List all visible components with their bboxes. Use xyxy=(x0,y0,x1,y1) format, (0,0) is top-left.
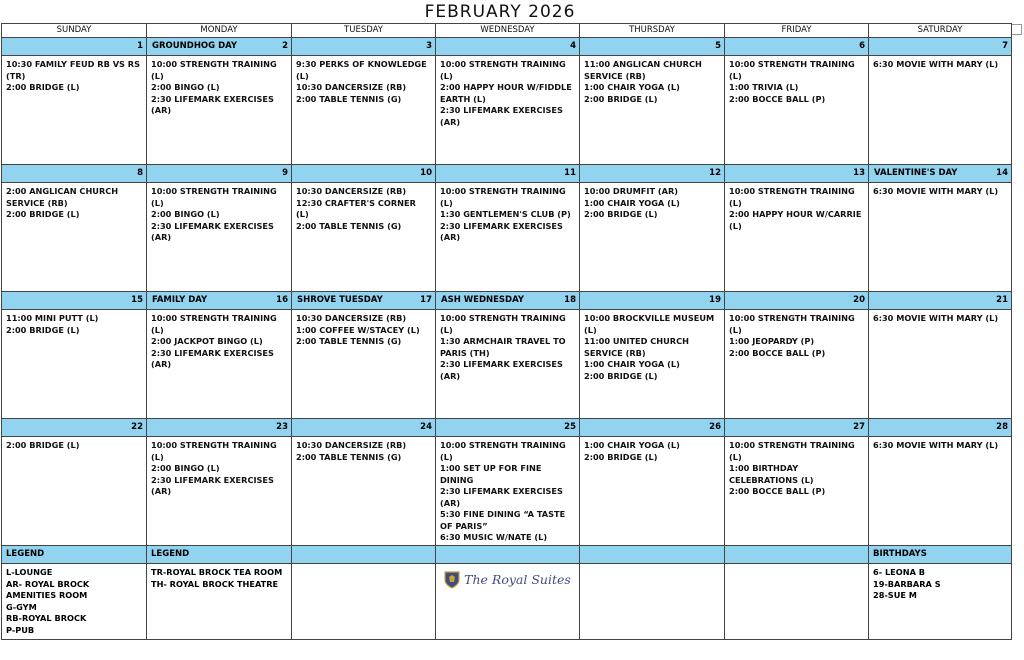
event-item: 2:00 BRIDGE (L) xyxy=(6,440,80,450)
date-cell-18 xyxy=(436,292,580,310)
event-item: 2:00 BOCCE BALL (P) xyxy=(729,93,826,104)
event-item: 2:00 BRIDGE (L) xyxy=(584,209,658,219)
day-number: 12 xyxy=(709,168,721,178)
date-cell-26 xyxy=(580,419,725,437)
date-cell-17 xyxy=(292,292,436,310)
event-item: 6:30 MOVIE WITH MARY (L) xyxy=(873,59,999,69)
day-events-20 xyxy=(725,310,869,419)
day-events-27 xyxy=(725,437,869,546)
day-name-monday: MONDAY xyxy=(147,24,292,38)
day-events-25 xyxy=(436,437,580,546)
event-item: 2:00 BRIDGE (L) xyxy=(6,324,80,335)
day-number: 14 xyxy=(996,168,1008,178)
day-number: 7 xyxy=(1002,41,1008,51)
event-item: 10:00 STRENGTH TRAINING (L) xyxy=(729,59,855,81)
event-item: 2:00 JACKPOT BINGO (L) xyxy=(151,336,263,346)
legend-item: G-GYM xyxy=(6,601,37,612)
legend-item: P-PUB xyxy=(6,624,35,635)
event-item: 10:00 DRUMFIT (AR) xyxy=(584,186,679,196)
event-item: 12:30 CRAFTER'S CORNER (L) xyxy=(296,197,416,219)
event-item: 1:00 COFFEE W/STACEY (L) xyxy=(296,324,420,335)
event-item: 10:00 STRENGTH TRAINING (L) xyxy=(440,186,566,208)
event-item: 6:30 MUSIC W/NATE (L) xyxy=(440,532,548,542)
day-name-header xyxy=(2,24,1012,38)
day-number: 21 xyxy=(996,295,1008,305)
week-events-row xyxy=(2,310,1012,419)
event-item: 1:00 CHAIR YOGA (L) xyxy=(584,359,680,369)
event-item: 2:00 BINGO (L) xyxy=(151,463,220,473)
event-item: 10:00 STRENGTH TRAINING (L) xyxy=(151,59,277,81)
event-item: 1:00 BIRTHDAY CELEBRATIONS (L) xyxy=(729,463,814,485)
day-events-28 xyxy=(869,437,1012,546)
date-cell-28 xyxy=(869,419,1012,437)
day-number: 13 xyxy=(853,168,865,178)
footer-empty-cell xyxy=(292,564,436,640)
day-events-12 xyxy=(580,183,725,292)
week-date-band xyxy=(2,38,1012,56)
week-events-row xyxy=(2,183,1012,292)
birthday-item: 6- LEONA B xyxy=(873,567,925,577)
day-number: 16 xyxy=(276,295,288,305)
legend1-title: LEGEND xyxy=(2,546,147,564)
event-item: 1:30 GENTLEMEN'S CLUB (P) xyxy=(440,209,571,219)
event-item: 10:30 DANCERSIZE (RB) xyxy=(296,186,407,196)
day-number: 10 xyxy=(420,168,432,178)
event-item: 6:30 MOVIE WITH MARY (L) xyxy=(873,440,999,450)
event-item: 2:00 BOCCE BALL (P) xyxy=(729,347,826,358)
event-item: 2:00 BRIDGE (L) xyxy=(6,82,80,92)
day-events-15 xyxy=(2,310,147,419)
date-cell-14 xyxy=(869,165,1012,183)
event-item: 2:00 BRIDGE (L) xyxy=(584,93,658,104)
event-item: 10:00 STRENGTH TRAINING (L) xyxy=(440,440,566,462)
day-number: 23 xyxy=(276,422,288,432)
day-events-11 xyxy=(436,183,580,292)
event-item: 2:00 BINGO (L) xyxy=(151,209,220,219)
event-item: 2:30 LIFEMARK EXERCISES (AR) xyxy=(151,93,274,115)
birthdays-title: BIRTHDAYS xyxy=(869,546,1012,564)
day-events-3 xyxy=(292,56,436,165)
day-events-16 xyxy=(147,310,292,419)
day-events-13 xyxy=(725,183,869,292)
legend2-list xyxy=(147,564,292,640)
date-cell-11 xyxy=(436,165,580,183)
footer-band xyxy=(2,546,1012,564)
day-events-17 xyxy=(292,310,436,419)
day-events-21 xyxy=(869,310,1012,419)
day-number: 4 xyxy=(570,41,576,51)
date-cell-22 xyxy=(2,419,147,437)
week-events-row xyxy=(2,56,1012,165)
date-cell-7 xyxy=(869,38,1012,56)
date-cell-5 xyxy=(580,38,725,56)
date-cell-8 xyxy=(2,165,147,183)
event-item: 10:30 DANCERSIZE (RB) xyxy=(296,313,407,323)
day-number: 8 xyxy=(137,168,143,178)
footer-content xyxy=(2,564,1012,640)
event-item: 6:30 MOVIE WITH MARY (L) xyxy=(873,186,999,196)
event-item: 10:00 STRENGTH TRAINING (L) xyxy=(151,313,277,335)
event-item: 10:00 STRENGTH TRAINING (L) xyxy=(151,440,277,462)
day-number: 17 xyxy=(420,295,432,305)
day-number: 5 xyxy=(715,41,721,51)
day-number: 6 xyxy=(859,41,865,51)
logo-cell xyxy=(436,564,580,640)
day-number: 27 xyxy=(853,422,865,432)
day-events-18 xyxy=(436,310,580,419)
date-cell-3 xyxy=(292,38,436,56)
day-events-1 xyxy=(2,56,147,165)
event-item: 10:00 STRENGTH TRAINING (L) xyxy=(729,313,855,335)
date-cell-19 xyxy=(580,292,725,310)
day-number: 22 xyxy=(131,422,143,432)
legend-item: TH- ROYAL BROCK THEATRE xyxy=(151,578,279,589)
date-cell-13 xyxy=(725,165,869,183)
day-events-7 xyxy=(869,56,1012,165)
day-number: 18 xyxy=(564,295,576,305)
legend2-title: LEGEND xyxy=(147,546,292,564)
holiday-label: GROUNDHOG DAY xyxy=(152,41,238,51)
event-item: 11:00 ANGLICAN CHURCH SERVICE (RB) xyxy=(584,59,702,81)
legend-item: AR- ROYAL BROCK AMENITIES ROOM xyxy=(6,578,90,600)
event-item: 2:00 HAPPY HOUR W/FIDDLE EARTH (L) xyxy=(440,82,572,104)
event-item: 2:00 ANGLICAN CHURCH SERVICE (RB) xyxy=(6,186,119,208)
event-item: 10:00 STRENGTH TRAINING (L) xyxy=(729,186,855,208)
date-cell-27 xyxy=(725,419,869,437)
day-number: 3 xyxy=(426,41,432,51)
date-cell-6 xyxy=(725,38,869,56)
holiday-label: FAMILY DAY xyxy=(152,295,208,305)
event-item: 2:30 LIFEMARK EXERCISES (AR) xyxy=(440,105,563,127)
holiday-label: VALENTINE'S DAY xyxy=(874,168,958,178)
week-date-band xyxy=(2,419,1012,437)
week-date-band xyxy=(2,292,1012,310)
day-events-19 xyxy=(580,310,725,419)
footer-empty-cell xyxy=(580,564,725,640)
event-item: 10:30 DANCERSIZE (RB) xyxy=(296,440,407,450)
day-name-tuesday: TUESDAY xyxy=(292,24,436,38)
event-item: 2:30 LIFEMARK EXERCISES (AR) xyxy=(440,359,563,381)
holiday-label: ASH WEDNESDAY xyxy=(441,295,525,305)
week-date-band xyxy=(2,165,1012,183)
day-number: 9 xyxy=(282,168,288,178)
event-item: 6:30 MOVIE WITH MARY (L) xyxy=(873,313,999,323)
event-item: 10:30 DANCERSIZE (RB) xyxy=(296,82,407,92)
event-item: 2:30 LIFEMARK EXERCISES (AR) xyxy=(440,220,563,242)
event-item: 11:00 MINI PUTT (L) xyxy=(6,313,99,323)
event-item: 2:00 BRIDGE (L) xyxy=(584,370,658,381)
event-item: 2:30 LIFEMARK EXERCISES (AR) xyxy=(151,474,274,496)
footer-band-empty xyxy=(292,546,436,564)
date-cell-2 xyxy=(147,38,292,56)
event-item: 9:30 PERKS OF KNOWLEDGE (L) xyxy=(296,59,427,81)
day-name-friday: FRIDAY xyxy=(725,24,869,38)
event-item: 2:30 LIFEMARK EXERCISES (AR) xyxy=(151,347,274,369)
date-cell-21 xyxy=(869,292,1012,310)
day-number: 25 xyxy=(564,422,576,432)
day-events-8 xyxy=(2,183,147,292)
birthday-item: 28-SUE M xyxy=(873,590,917,600)
date-cell-16 xyxy=(147,292,292,310)
day-number: 19 xyxy=(709,295,721,305)
event-item: 1:00 JEOPARDY (P) xyxy=(729,336,815,346)
day-name-wednesday: WEDNESDAY xyxy=(436,24,580,38)
date-cell-15 xyxy=(2,292,147,310)
week-events-row xyxy=(2,437,1012,546)
birthdays-list xyxy=(869,564,1012,640)
calendar-title: FEBRUARY 2026 xyxy=(424,2,576,22)
event-item: 2:00 TABLE TENNIS (G) xyxy=(296,220,402,231)
footer-band-empty xyxy=(436,546,580,564)
event-item: 2:00 TABLE TENNIS (G) xyxy=(296,451,402,462)
day-number: 15 xyxy=(131,295,143,305)
day-name-saturday: SATURDAY xyxy=(869,24,1012,38)
event-item: 1:00 TRIVIA (L) xyxy=(729,82,799,92)
day-name-sunday: SUNDAY xyxy=(2,24,147,38)
event-item: 2:00 BINGO (L) xyxy=(151,82,220,92)
legend-item: TR-ROYAL BROCK TEA ROOM xyxy=(151,567,283,577)
date-cell-12 xyxy=(580,165,725,183)
day-number: 11 xyxy=(564,168,576,178)
event-item: 10:00 STRENGTH TRAINING (L) xyxy=(151,186,277,208)
event-item: 2:00 BRIDGE (L) xyxy=(6,209,80,219)
event-item: 10:00 STRENGTH TRAINING (L) xyxy=(729,440,855,462)
event-item: 2:00 BOCCE BALL (P) xyxy=(729,486,826,496)
date-cell-10 xyxy=(292,165,436,183)
day-number: 26 xyxy=(709,422,721,432)
event-item: 1:00 CHAIR YOGA (L) xyxy=(584,440,680,450)
holiday-label: SHROVE TUESDAY xyxy=(297,295,383,305)
date-cell-9 xyxy=(147,165,292,183)
day-number: 20 xyxy=(853,295,865,305)
event-item: 10:00 STRENGTH TRAINING (L) xyxy=(440,313,566,335)
day-events-24 xyxy=(292,437,436,546)
event-item: 2:00 BRIDGE (L) xyxy=(584,451,658,462)
event-item: 11:00 UNITED CHURCH SERVICE (RB) xyxy=(584,336,689,358)
day-events-5 xyxy=(580,56,725,165)
day-events-10 xyxy=(292,183,436,292)
day-events-22 xyxy=(2,437,147,546)
date-cell-20 xyxy=(725,292,869,310)
day-events-9 xyxy=(147,183,292,292)
event-item: 2:00 TABLE TENNIS (G) xyxy=(296,93,402,104)
logo-text: The Royal Suites xyxy=(464,572,571,588)
legend-item: RB-ROYAL BROCK xyxy=(6,613,87,623)
event-item: 2:00 TABLE TENNIS (G) xyxy=(296,336,402,346)
birthday-item: 19-BARBARA S xyxy=(873,578,941,589)
day-events-2 xyxy=(147,56,292,165)
event-item: 1:30 ARMCHAIR TRAVEL TO PARIS (TH) xyxy=(440,336,566,358)
day-events-14 xyxy=(869,183,1012,292)
event-item: 2:00 HAPPY HOUR W/CARRIE (L) xyxy=(729,209,862,231)
event-item: 2:30 LIFEMARK EXERCISES (AR) xyxy=(151,220,274,242)
date-cell-1 xyxy=(2,38,147,56)
day-number: 28 xyxy=(996,422,1008,432)
corner-checkbox xyxy=(1011,24,1022,35)
date-cell-4 xyxy=(436,38,580,56)
day-events-6 xyxy=(725,56,869,165)
date-cell-23 xyxy=(147,419,292,437)
day-number: 24 xyxy=(420,422,432,432)
calendar-grid xyxy=(1,23,1012,640)
royal-suites-logo xyxy=(440,567,575,589)
day-events-23 xyxy=(147,437,292,546)
legend-item: L-LOUNGE xyxy=(6,567,53,577)
day-number: 1 xyxy=(137,41,143,51)
event-item: 5:30 FINE DINING “A TASTE OF PARIS” xyxy=(440,509,566,531)
event-item: 1:00 SET UP FOR FINE DINING xyxy=(440,463,542,485)
footer-empty-cell xyxy=(725,564,869,640)
event-item: 10:00 BROCKVILLE MUSEUM (L) xyxy=(584,313,715,335)
event-item: 10:30 FAMILY FEUD RB VS RS (TR) xyxy=(6,59,140,81)
date-cell-24 xyxy=(292,419,436,437)
event-item: 10:00 STRENGTH TRAINING (L) xyxy=(440,59,566,81)
event-item: 1:00 CHAIR YOGA (L) xyxy=(584,197,680,208)
footer-band-empty xyxy=(725,546,869,564)
event-item: 1:00 CHAIR YOGA (L) xyxy=(584,82,680,92)
crest-icon xyxy=(444,571,460,589)
date-cell-25 xyxy=(436,419,580,437)
day-events-26 xyxy=(580,437,725,546)
day-number: 2 xyxy=(282,41,288,51)
legend1-list xyxy=(2,564,147,640)
event-item: 2:30 LIFEMARK EXERCISES (AR) xyxy=(440,486,563,508)
day-name-thursday: THURSDAY xyxy=(580,24,725,38)
day-events-4 xyxy=(436,56,580,165)
footer-band-empty xyxy=(580,546,725,564)
